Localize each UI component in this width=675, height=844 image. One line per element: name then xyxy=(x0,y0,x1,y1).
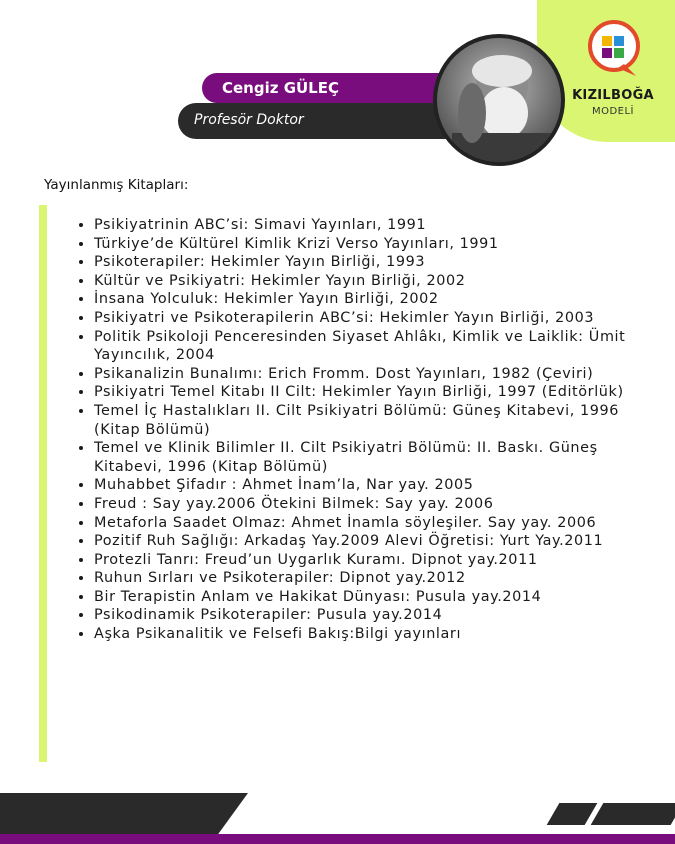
list-item: • Muhabbet Şifadır : Ahmet İnam’la, Nar yay. 2005 xyxy=(94,476,654,495)
accent-bar xyxy=(39,205,47,762)
list-item: • Türkiye’de Kültürel Kimlik Krizi Verso Yayınları, 1991 xyxy=(94,235,654,254)
list-item: • Temel ve Klinik Bilimler II. Cilt Psikiyatri Bölümü: II. Baskı. Güneş Kitabevi, 1996 (Kitap Bölümü) xyxy=(94,439,654,476)
footer-stripe xyxy=(547,803,598,825)
list-item: • Bir Terapistin Anlam ve Hakikat Dünyası: Pusula yay.2014 xyxy=(94,588,654,607)
footer-shape xyxy=(0,793,248,834)
logo-brand: KIZILBOĞA xyxy=(572,88,654,103)
list-item: • Freud : Say yay.2006 Ötekini Bilmek: Say yay. 2006 xyxy=(94,495,654,514)
list-item: • Psikiyatri Temel Kitabı II Cilt: Hekimler Yayın Birliği, 1997 (Editörlük) xyxy=(94,383,654,402)
list-item: • Psikiyatri ve Psikoterapilerin ABC’si: Hekimler Yayın Birliği, 2003 xyxy=(94,309,654,328)
list-item: • Pozitif Ruh Sağlığı: Arkadaş Yay.2009 Alevi Öğretisi: Yurt Yay.2011 xyxy=(94,532,654,551)
logo-subtitle: MODELİ xyxy=(591,106,635,117)
list-item: • Protezli Tanrı: Freud’un Uygarlık Kuramı. Dipnot yay.2011 xyxy=(94,551,654,570)
person-title: Profesör Doktor xyxy=(194,112,304,128)
section-title: Yayınlanmış Kitapları: xyxy=(44,177,189,193)
list-item: • Metaforla Saadet Olmaz: Ahmet İnamla söyleşiler. Say yay. 2006 xyxy=(94,514,654,533)
speech-bubble-puzzle-icon xyxy=(584,18,644,78)
list-item: • Psikoterapiler: Hekimler Yayın Birliği, 1993 xyxy=(94,253,654,272)
list-item: • İnsana Yolculuk: Hekimler Yayın Birliği, 2002 xyxy=(94,290,654,309)
book-list xyxy=(75,216,654,644)
list-item: • Politik Psikoloji Penceresinden Siyaset Ahlâkı, Kimlik ve Laiklik: Ümit Yayıncılık, 2004 xyxy=(94,328,654,365)
footer-stripe xyxy=(591,803,675,825)
list-item: • Psikiyatrinin ABC’si: Simavi Yayınları, 1991 xyxy=(94,216,654,235)
list-item: • Psikodinamik Psikoterapiler: Pusula yay.2014 xyxy=(94,606,654,625)
portrait-photo xyxy=(432,33,566,167)
list-item: • Ruhun Sırları ve Psikoterapiler: Dipnot yay.2012 xyxy=(94,569,654,588)
list-item: • Aşka Psikanalitik ve Felsefi Bakış:Bilgi yayınları xyxy=(94,625,654,644)
list-item: • Kültür ve Psikiyatri: Hekimler Yayın Birliği, 2002 xyxy=(94,272,654,291)
person-name: Cengiz GÜLEÇ xyxy=(222,79,339,97)
list-item: • Psikanalizin Bunalımı: Erich Fromm. Dost Yayınları, 1982 (Çeviri) xyxy=(94,365,654,384)
footer-band xyxy=(0,834,675,844)
list-item: • Temel İç Hastalıkları II. Cilt Psikiyatri Bölümü: Güneş Kitabevi, 1996 (Kitap Bölümü) xyxy=(94,402,654,439)
